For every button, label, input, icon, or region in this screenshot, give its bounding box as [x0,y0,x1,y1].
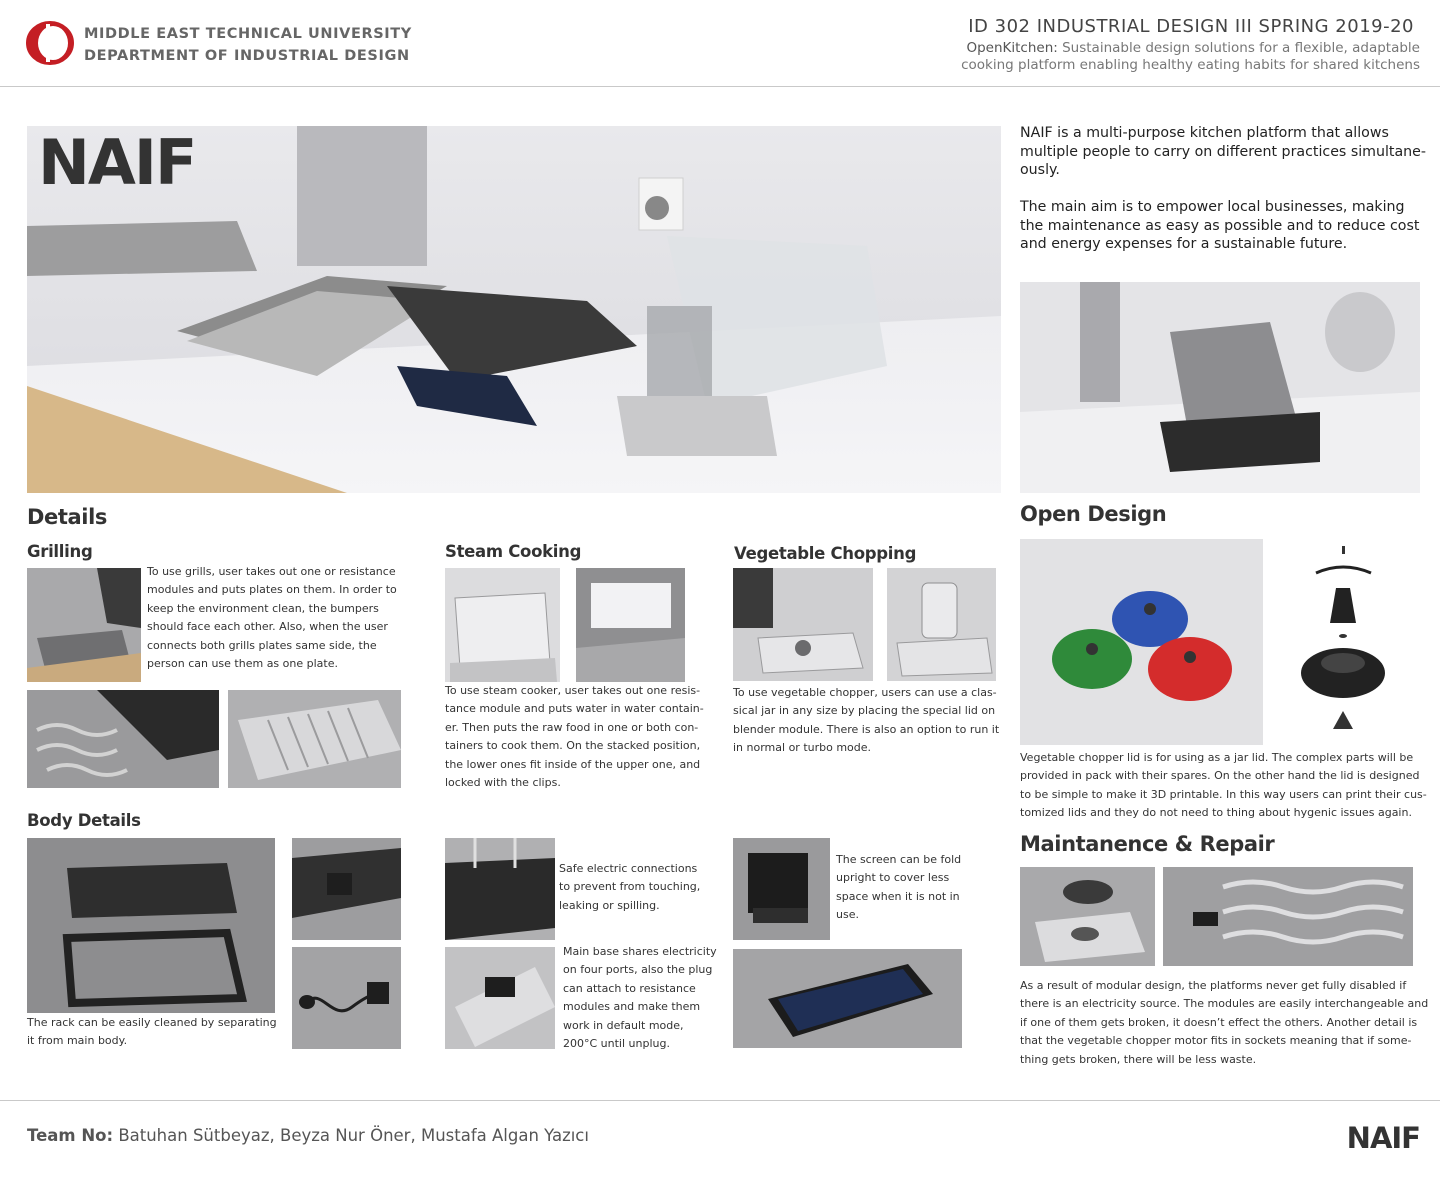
grilling-description [147,563,397,673]
grilling-line-6: person can use them as one plate. [147,657,338,671]
main-base-description [563,943,717,1053]
rack-line-1: The rack can be easily cleaned by separating [27,1016,277,1029]
grilling-image [27,568,141,682]
intro-p1-line-2: multiple people to carry on different practices simultane- [1020,143,1427,160]
footer-logo: NAIF [1346,1121,1420,1155]
motor-socket-image [1020,867,1155,966]
maint-line-5: thing gets broken, there will be less waste. [1020,1052,1257,1066]
maintenance-description [1020,977,1428,1069]
screen-line-3: space when it is not in [836,889,960,903]
screen-description [836,851,961,925]
chopping-description [733,684,999,758]
hero-title: NAIF [38,126,196,199]
steam-image-1 [445,568,560,682]
chopping-image-2 [887,568,996,681]
maint-line-1: As a result of modular design, the platforms never get fully disabled if [1020,979,1407,992]
resistance-module-image [27,690,219,788]
chopping-line-1: To use vegetable chopper, users can use a clas- [733,686,997,699]
intro-p2-line-2: the maintenance as easy as possible and to reduce cost [1020,217,1420,234]
screen-display-image [733,949,962,1048]
chopping-line-4: in normal or turbo mode. [733,741,872,755]
team-members: Batuhan Sütbeyaz, Beyza Nur Öner, Mustafa Algan Yazıcı [113,1126,589,1145]
steam-line-5: the lower ones fit inside of the upper one, and [445,757,701,771]
team-credits [27,1126,589,1145]
screen-line-1: The screen can be fold [836,853,962,866]
intro-p2-line-3: and energy expenses for a sustainable future. [1020,236,1348,252]
intro-paragraph-1 [1020,124,1426,180]
maint-line-2: there is an electricity source. The modules are easily interchangeable and [1020,997,1429,1011]
open-line-2: provided in pack with their spares. On the other hand the lid is designed [1020,769,1420,783]
base-line-3: can attach to resistance [563,981,696,995]
open-design-description [1020,749,1427,823]
body-details-heading: Body Details [27,811,141,830]
steam-line-4: tainers to cook them. On the stacked position, [445,739,701,753]
steam-image-2 [576,568,685,682]
steam-line-6: locked with the clips. [445,776,561,790]
screen-line-2: upright to cover less [836,871,950,885]
chopping-line-2: sical jar in any size by placing the special lid on [733,704,996,718]
intro-paragraph-2 [1020,198,1419,254]
open-line-1: Vegetable chopper lid is for using as a jar lid. The complex parts will be [1020,751,1414,764]
chopper-lids-image [1020,539,1263,745]
chopping-image-1 [733,568,873,681]
maintenance-heading: Maintanence & Repair [1020,832,1275,856]
open-design-heading: Open Design [1020,502,1167,526]
steam-heading: Steam Cooking [445,542,582,561]
safe-line-3: leaking or spilling. [559,898,660,912]
rack-line-2: it from main body. [27,1034,128,1048]
grill-plates-image [228,690,401,788]
grilling-heading: Grilling [27,542,93,561]
university-line-1: MIDDLE EAST TECHNICAL UNIVERSITY [84,26,412,42]
grilling-line-3: keep the environment clean, the bumpers [147,601,379,615]
project-desc-2: cooking platform enabling healthy eating habits for shared kitchens [961,57,1420,73]
steam-description [445,682,704,792]
safe-connection-description [559,860,700,915]
stacked-modules-image [1020,282,1420,493]
university-name [84,23,412,67]
grilling-line-2: modules and puts plates on them. In order to [147,583,397,597]
grilling-line-4: should face each other. Also, when the user [147,620,388,634]
screen-fold-image [733,838,830,940]
team-label: Team No: [27,1126,114,1145]
open-line-4: tomized lids and they do not need to thing about hygenic issues again. [1020,806,1412,820]
base-line-1: Main base shares electricity [563,945,717,958]
bumper-detail-image [292,838,401,940]
base-line-5: work in default mode, [563,1018,684,1032]
base-line-2: on four ports, also the plug [563,963,713,977]
chopping-line-3: blender module. There is also an option to run it [733,722,1000,736]
metu-logo-icon [26,21,74,65]
steam-line-1: To use steam cooker, user takes out one resis- [445,684,701,697]
intro-p1-line-3: ously. [1020,162,1060,178]
footer-divider [0,1100,1440,1101]
plug-image [292,947,401,1049]
screen-line-4: use. [836,908,859,922]
resistance-repair-image [1163,867,1413,966]
university-line-2: DEPARTMENT OF INDUSTRIAL DESIGN [84,48,410,64]
intro-p1-line-1: NAIF is a multi-purpose kitchen platform that allows [1020,125,1389,141]
project-desc-1: Sustainable design solutions for a flexible, adaptable [1062,40,1420,56]
chopping-heading: Vegetable Chopping [734,544,917,563]
header-divider [0,86,1440,87]
rack-description [27,1014,277,1051]
maint-line-3: if one of them gets broken, it doesn’t effect the others. Another detail is [1020,1015,1418,1029]
electric-connection-image [445,838,555,940]
exploded-lid-image [1296,543,1391,733]
intro-p2-line-1: The main aim is to empower local businesses, making [1020,199,1405,215]
base-line-4: modules and make them [563,1000,701,1014]
steam-line-3: er. Then puts the raw food in one or both con- [445,720,699,734]
project-subtitle-line-1 [966,40,1420,57]
safe-line-2: to prevent from touching, [559,880,701,894]
base-line-6: 200°C until unplug. [563,1037,670,1051]
main-base-image [445,947,555,1049]
rack-image [27,838,275,1013]
details-heading: Details [27,505,107,529]
open-line-3: to be simple to make it 3D printable. In this way users can print their cus- [1020,787,1427,801]
project-name: OpenKitchen: [966,40,1058,56]
steam-line-2: tance module and puts water in water contain- [445,702,704,716]
maint-line-4: that the vegetable chopper motor fits in sockets meaning that if some- [1020,1034,1412,1048]
grilling-line-1: To use grills, user takes out one or resistance [147,565,396,578]
grilling-line-5: connects both grills plates same side, the [147,638,377,652]
course-title: ID 302 INDUSTRIAL DESIGN III SPRING 2019-20 [968,16,1414,37]
safe-line-1: Safe electric connections [559,862,698,875]
